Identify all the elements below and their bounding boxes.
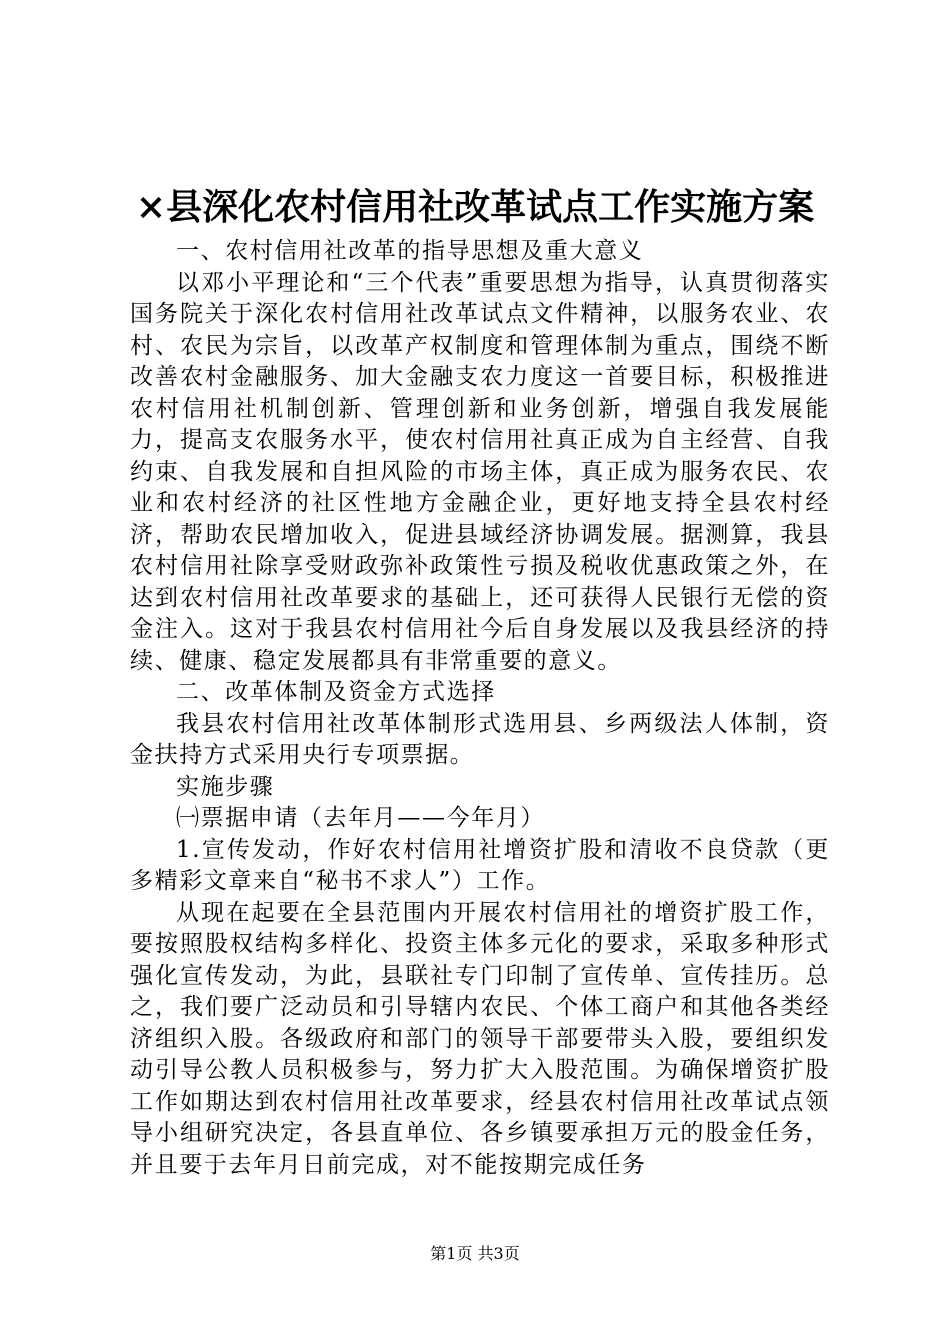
paragraph-reform-system: 我县农村信用社改革体制形式选用县、乡两级法人体制，资金扶持方式采用央行专项票据。 — [130, 710, 830, 768]
document-title: ×县深化农村信用社改革试点工作实施方案 — [135, 186, 815, 228]
paragraph-guiding-thought: 以邓小平理论和“三个代表”重要思想为指导，认真贯彻落实国务院关于深化农村信用社改革试点文件精神，以服务农业、农村、农民为宗旨，以改革产权制度和管理体制为重点，围绕不断改善农村金融服务、加大金融支农力度这一首要目标，积极推进农村信用社机制创新、管理创新和业务创新，增强自我发展能力，提高支农服务水平，使农村信用社真正成为自主经营、自我约束、自我发展和自担风险的市场主体，真正成为服务农民、农业和农村经济的社区性地方金融企业，更好地支持全县农村经济，帮助农民增加收入，促进县域经济协调发展。据测算，我县农村信用社除享受财政弥补政策性亏损及税收优惠政策之外，在达到农村信用社改革要求的基础上，还可获得人民银行无偿的资金注入。这对于我县农村信用社今后自身发展以及我县经济的持续、健康、稳定发展都具有非常重要的意义。 — [130, 269, 830, 674]
page-footer: 第1页 共3页 — [430, 1244, 520, 1263]
section-heading-steps: 实施步骤 — [176, 773, 275, 800]
subsection-heading-1: ㈠票据申请（去年月——今年月） — [176, 805, 545, 831]
section-heading-1: 一、农村信用社改革的指导思想及重大意义 — [176, 238, 644, 264]
paragraph-item-1: 1.宣传发动，作好农村信用社增资扩股和清收不良贷款（更多精彩文章来自“秘书不求人”）工作。 — [130, 836, 830, 894]
document-body — [130, 236, 830, 1181]
paragraph-capital-increase: 从现在起要在全县范围内开展农村信用社的增资扩股工作，要按照股权结构多样化、投资主体多元化的要求，采取多种形式强化宣传发动，为此，县联社专门印制了宣传单、宣传挂历。总之，我们要广泛动员和引导辖内农民、个体工商户和其他各类经济组织入股。各级政府和部门的领导干部要带头入股，要组织发动引导公教人员积极参与，努力扩大入股范围。为确保增资扩股工作如期达到农村信用社改革要求，经县农村信用社改革试点领导小组研究决定，各县直单位、各乡镇要承担万元的股金任务，并且要于去年月日前完成，对不能按期完成任务 — [130, 899, 830, 1178]
section-heading-2: 二、改革体制及资金方式选择 — [176, 679, 496, 705]
